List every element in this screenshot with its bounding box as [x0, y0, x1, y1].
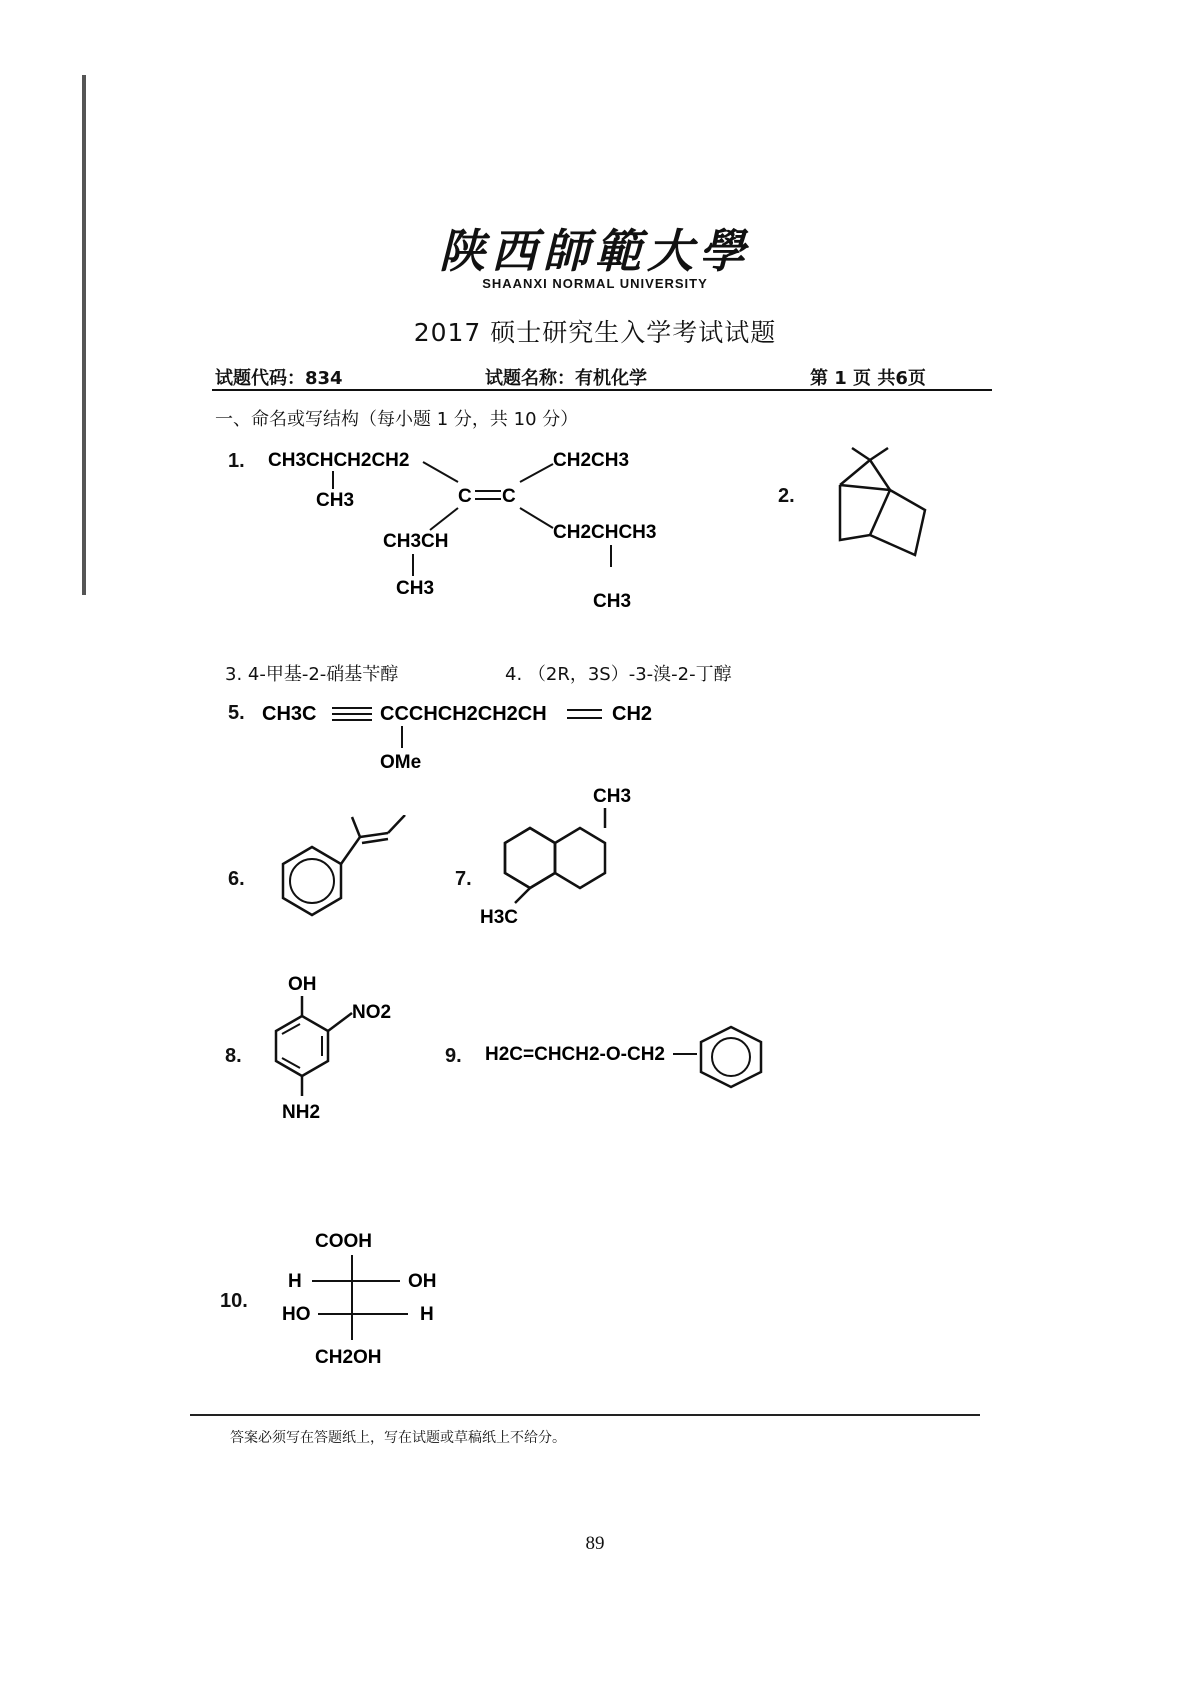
q1-bond-upper-right [520, 464, 553, 482]
q1-left-sub-methyl: CH3 [396, 578, 435, 599]
question-6-structure [270, 815, 410, 925]
question-7-structure [475, 778, 655, 928]
q9-formula: H2C=CHCH2-O-CH2 [485, 1044, 665, 1065]
q10-row1-left: H [288, 1271, 302, 1292]
q5-substituent: OMe [380, 752, 422, 773]
q10-row2-left: HO [282, 1304, 311, 1325]
q5-left: CH3C [262, 703, 317, 725]
question-9-structure [485, 1022, 775, 1092]
q1-carbon-1: C [458, 486, 472, 507]
q7-bottom-methyl: H3C [480, 907, 519, 928]
q10-top: COOH [315, 1231, 372, 1252]
question-10-number: 10. [220, 1290, 248, 1312]
question-1-structure [268, 444, 788, 624]
question-10-structure [280, 1225, 460, 1375]
q5-right: CH2 [612, 703, 653, 725]
q7-top-methyl: CH3 [593, 786, 632, 807]
page-number: 89 [585, 1533, 605, 1554]
q8-amino: NH2 [282, 1102, 321, 1123]
question-8-number: 8. [225, 1045, 242, 1067]
exam-title: 2017 硕士研究生入学考试试题 [413, 318, 777, 347]
q1-right-ethyl: CH2CH3 [553, 450, 630, 471]
exam-subject: 试题名称：有机化学 [485, 368, 647, 389]
q1-bond-lower-left [430, 508, 458, 530]
q1-left-substituent: CH3CH [383, 531, 449, 552]
question-2-structure [820, 440, 940, 560]
q1-bond-lower-right [520, 508, 553, 528]
q1-carbon-2: C [502, 486, 516, 507]
question-5-structure [262, 698, 682, 778]
q1-bond-upper-left [423, 462, 458, 482]
question-1-number: 1. [228, 450, 245, 472]
question-2-number: 2. [778, 485, 795, 507]
q1-main-chain: CH3CHCH2CH2 [268, 450, 410, 471]
header-rule [212, 389, 992, 391]
question-4-text: 4. （2R，3S）-3-溴-2-丁醇 [505, 664, 732, 685]
section-heading: 一、命名或写结构（每小题 1 分，共 10 分） [215, 409, 579, 430]
q10-bottom: CH2OH [315, 1347, 382, 1368]
question-8-structure [260, 968, 420, 1138]
q1-main-methyl: CH3 [316, 490, 355, 511]
question-3-text: 3. 4-甲基-2-硝基苄醇 [225, 664, 399, 685]
q8-nitro: NO2 [352, 1002, 392, 1023]
university-logo-en: SHAANXI NORMAL UNIVERSITY [482, 276, 708, 291]
q10-row2-right: H [420, 1304, 434, 1325]
question-7-number: 7. [455, 868, 472, 890]
footer-rule [190, 1414, 980, 1416]
q1-right-sub-methyl: CH3 [593, 591, 632, 612]
footer-note: 答案必须写在答题纸上，写在试题或草稿纸上不给分。 [230, 1430, 566, 1446]
question-9-number: 9. [445, 1045, 462, 1067]
q8-hydroxyl: OH [288, 974, 317, 995]
q10-row1-right: OH [408, 1271, 437, 1292]
question-6-number: 6. [228, 868, 245, 890]
q1-right-substituent: CH2CHCH3 [553, 522, 657, 543]
q5-middle: CCCHCH2CH2CH [380, 703, 547, 725]
question-5-number: 5. [228, 702, 245, 724]
exam-page-info: 第 1 页 共6页 [810, 368, 926, 389]
exam-code: 试题代码：834 [215, 368, 343, 389]
university-logo-cn: 陕西師範大學 [439, 224, 751, 278]
